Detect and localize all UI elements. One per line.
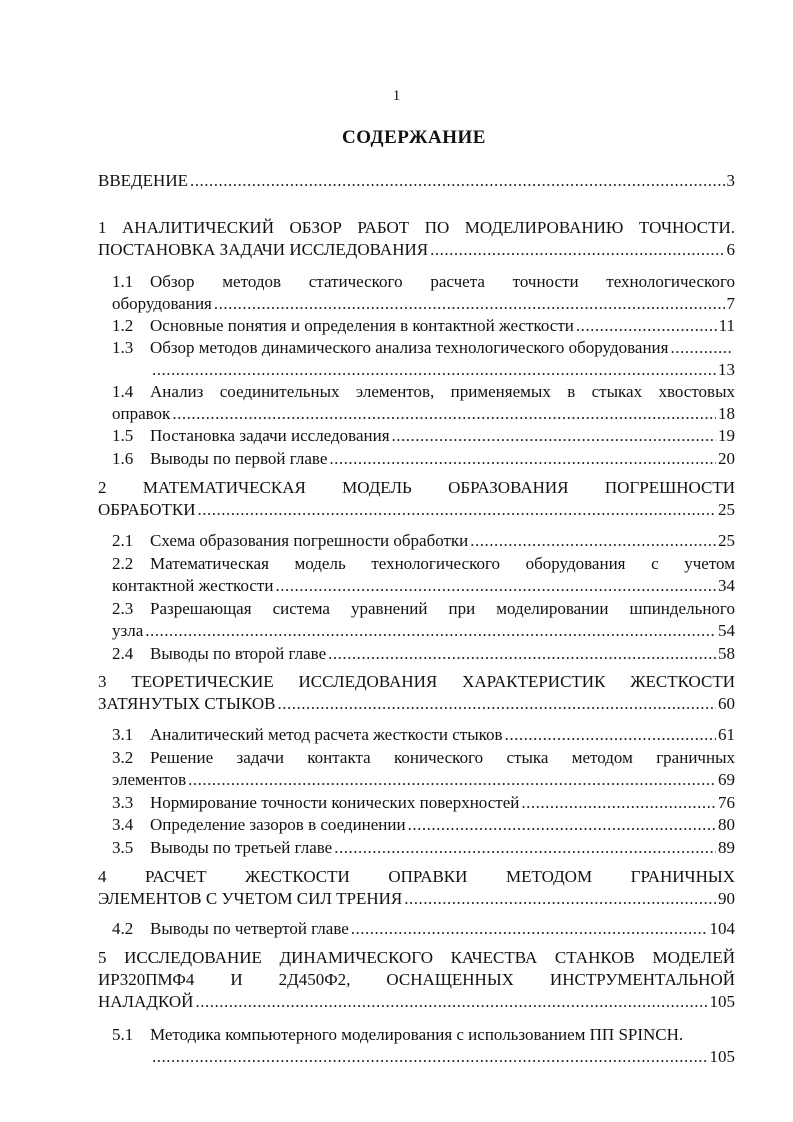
toc-page-number: 34 [718,576,735,595]
toc-entry-label: 1 АНАЛИТИЧЕСКИЙ ОБЗОР РАБОТ ПО МОДЕЛИРОВАНИЮ ТОЧНОСТИ. [98,218,735,237]
toc-entry-label: Нормирование точности конических поверхностей [150,793,520,812]
toc-page-number: 18 [718,404,735,423]
section-number: 2.3 [112,599,134,618]
section-number: 3.2 [112,748,134,767]
dot-leader [145,620,716,642]
toc-entry-label: 5 ИССЛЕДОВАНИЕ ДИНАМИЧЕСКОГО КАЧЕСТВА СТАНКОВ МОДЕЛЕЙ [98,948,735,967]
section-number: 3.5 [112,838,134,857]
toc-chapter-1[interactable] [98,217,735,261]
toc-page-number: 25 [718,531,735,550]
toc-page-number: 20 [718,449,735,468]
toc-entry-label: ВВЕДЕНИЕ [98,171,188,190]
section-number: 3.1 [112,725,134,744]
toc-entry-label: Методика компьютерного моделирования с использованием ПП SPINCH. [150,1025,684,1044]
toc-page-number: 69 [718,770,735,789]
dot-leader [505,724,716,746]
dot-leader [408,814,716,836]
toc-entry-label-cont: ЭЛЕМЕНТОВ С УЧЕТОМ СИЛ ТРЕНИЯ [98,889,403,908]
toc-section-4-2[interactable] [112,918,735,940]
toc-page-number: 80 [718,815,735,834]
section-number: 5.1 [112,1025,134,1044]
toc-page-number: 13 [718,360,735,379]
dot-leader [152,359,716,381]
toc-entry-label-cont: контактной жесткости [112,576,274,595]
dot-leader [351,918,708,940]
dot-leader [152,1046,708,1068]
toc-entry-label-cont: ЗАТЯНУТЫХ СТЫКОВ [98,694,276,713]
toc-section-3-3[interactable] [112,792,735,814]
dot-leader [275,575,716,597]
section-number: 3.3 [112,793,134,812]
toc-section-2-2[interactable] [112,553,735,597]
toc-page-number: 89 [718,838,735,857]
toc-entry-label: 3 ТЕОРЕТИЧЕСКИЕ ИССЛЕДОВАНИЯ ХАРАКТЕРИСТИК ЖЕСТКОСТИ [98,672,735,691]
toc-entry-label: Выводы по второй главе [150,644,327,663]
page-number: 1 [392,88,401,104]
toc-entry-label: Решение задачи контакта конического стыка методом граничных [150,748,735,767]
toc-page-number: 60 [718,694,735,713]
toc-page-number: 19 [718,426,735,445]
toc-entry-intro[interactable] [98,170,735,192]
toc-page-number: 90 [718,889,735,908]
toc-entry-label-cont: ОБРАБОТКИ [98,500,196,519]
toc-section-3-1[interactable] [112,724,735,746]
dot-leader [214,293,725,315]
toc-entry-label: Обзор методов статического расчета точности технологического [150,272,735,291]
dot-leader [576,315,717,337]
toc-section-1-6[interactable] [112,448,735,470]
toc-entry-label: Выводы по четвертой главе [150,919,349,938]
dot-leader [334,837,716,859]
toc-entry-label: 4 РАСЧЕТ ЖЕСТКОСТИ ОПРАВКИ МЕТОДОМ ГРАНИЧНЫХ [98,867,735,886]
toc-section-5-1[interactable] [112,1024,735,1068]
toc-chapter-4[interactable] [98,866,735,910]
toc-page-number: 11 [718,316,735,335]
toc-entry-label: 2 МАТЕМАТИЧЕСКАЯ МОДЕЛЬ ОБРАЗОВАНИЯ ПОГРЕШНОСТИ [98,478,735,497]
toc-page-number: 6 [726,240,735,259]
toc-chapter-2[interactable] [98,477,735,521]
toc-section-3-2[interactable] [112,747,735,791]
toc-entry-label-cont: элементов [112,770,187,789]
toc-section-1-2[interactable] [112,315,735,337]
toc-page-number: 58 [718,644,735,663]
toc-section-2-1[interactable] [112,530,735,552]
toc-page-number: 105 [709,1047,735,1066]
toc-section-2-4[interactable] [112,643,735,665]
toc-entry-label: Анализ соединительных элементов, применяемых в стыках хвостовых [150,382,735,401]
section-number: 1.2 [112,316,134,335]
toc-entry-label: Схема образования погрешности обработки [150,531,469,550]
dot-leader [670,337,733,359]
toc-page-number: 54 [718,621,735,640]
toc-entry-label: Аналитический метод расчета жесткости стыков [150,725,503,744]
dot-leader [329,448,716,470]
section-number: 1.5 [112,426,134,445]
section-number: 2.4 [112,644,134,663]
toc-entry-label-cont: НАЛАДКОЙ [98,992,194,1011]
section-number: 1.3 [112,338,134,357]
dot-leader [198,499,716,521]
toc-entry-label: Основные понятия и определения в контактной жесткости [150,316,574,335]
toc-page-number: 76 [718,793,735,812]
section-number: 1.4 [112,382,134,401]
toc-section-2-3[interactable] [112,598,735,642]
dot-leader [430,239,724,261]
toc-entry-label: Разрешающая система уравнений при моделировании шпиндельного [150,599,735,618]
toc-entry-label: Выводы по третьей главе [150,838,333,857]
toc-chapter-3[interactable] [98,671,735,715]
toc-chapter-5[interactable] [98,947,735,1013]
dot-leader [195,991,707,1013]
toc-entry-label: Выводы по первой главе [150,449,328,468]
section-number: 2.1 [112,531,134,550]
dot-leader [404,888,716,910]
toc-entry-label: Обзор методов динамического анализа технологического оборудования [150,338,669,357]
toc-entry-label: Математическая модель технологического оборудования с учетом [150,554,735,573]
toc-entry-label-cont: узла [112,621,144,640]
toc-entry-label-cont: ПОСТАНОВКА ЗАДАЧИ ИССЛЕДОВАНИЯ [98,240,429,259]
dot-leader [328,643,716,665]
toc-page-number: 25 [718,500,735,519]
dot-leader [392,425,716,447]
dot-leader [278,693,716,715]
dot-leader [470,530,716,552]
toc-entry-label: Определение зазоров в соединении [150,815,406,834]
toc-page-number: 7 [726,294,735,313]
toc-section-1-4[interactable] [112,381,735,425]
section-number: 1.6 [112,449,134,468]
toc-entry-label: Постановка задачи исследования [150,426,390,445]
toc-section-1-5[interactable] [112,425,735,447]
toc-page-number: 105 [709,992,735,1011]
dot-leader [188,769,716,791]
section-number: 1.1 [112,272,134,291]
dot-leader [172,403,716,425]
dot-leader [190,170,725,192]
toc-section-1-3[interactable] [112,337,735,381]
toc-entry-label-cont: оборудования [112,294,212,313]
section-number: 3.4 [112,815,134,834]
toc-entry-label-cont: ИР320ПМФ4 И 2Д450Ф2, ОСНАЩЕННЫХ ИНСТРУМЕНТАЛЬНОЙ [98,970,735,989]
dot-leader [521,792,716,814]
section-number: 2.2 [112,554,134,573]
toc-entry-label-cont: оправок [112,404,171,423]
section-number: 4.2 [112,919,134,938]
page-title: СОДЕРЖАНИЕ [342,127,486,148]
toc-section-3-5[interactable] [112,837,735,859]
toc-page-number: 104 [709,919,735,938]
toc-section-3-4[interactable] [112,814,735,836]
toc-page-number: 61 [718,725,735,744]
toc-page-number: 3 [726,171,735,190]
toc-section-1-1[interactable] [112,271,735,315]
